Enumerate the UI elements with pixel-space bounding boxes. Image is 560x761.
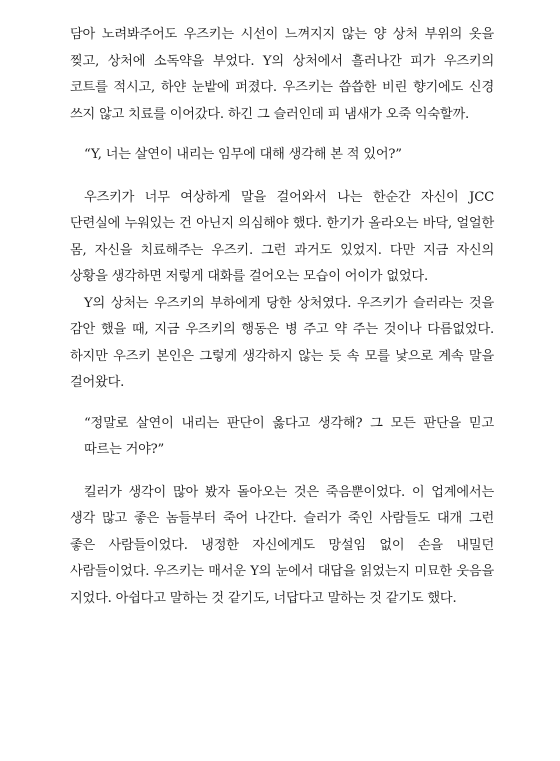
narrative-paragraph: 킬러가 생각이 많아 봤자 돌아오는 것은 죽음뿐이었다. 이 업계에서는 생각 많고 좋은 놈들부터 죽어 나간다. 슬러가 죽인 사람들도 대개 그런 좋은 사람들이었다. 냉정한 자신에게도 망설임 없이 손을 내밀던 사람들이었다. 우즈키는 매서운 Y의 눈에서 대답을 읽었는지 미묘한 웃음을 지었다. 아쉽다고 말하는 것 같기도, 너답다고 말하는 것 같기도 했다. — [70, 484, 494, 606]
narrative-paragraph: 우즈키가 너무 여상하게 말을 걸어와서 나는 한순간 자신이 JCC 단련실에 누워있는 건 아닌지 의심해야 했다. 한기가 올라오는 바닥, 얼얼한 몸, 자신을 치료해주는 우즈키. 그런 과거도 있었지. 다만 지금 자신의 상황을 생각하면 저렇게 대화를 걸어오는 모습이 어이가 없었다. — [70, 189, 494, 284]
dialogue-line: “정말로 살연이 내리는 판단이 옳다고 생각해? 그 모든 판단을 믿고 따르는 거야?” — [84, 415, 494, 457]
narrative-paragraph: 담아 노려봐주어도 우즈키는 시선이 느껴지지 않는 양 상처 부위의 옷을 찢고, 상처에 소독약을 부었다. Y의 상처에서 흘러나간 피가 우즈키의 코트를 적시고, 하얀 눈밭에 퍼졌다. 우즈키는 씁씁한 비린 향기에도 신경 쓰지 않고 치료를 이어갔다. 하긴 그 슬러인데 피 냄새가 오죽 익숙할까. — [70, 27, 494, 122]
document-body — [70, 22, 494, 612]
narrative-paragraph: Y의 상처는 우즈키의 부하에게 당한 상처였다. 우즈키가 슬러라는 것을 감안 했을 때, 지금 우즈키의 행동은 병 주고 약 주는 것이나 다름없었다. 하지만 우즈키 본인은 그렇게 생각하지 않는 듯 속 모를 낯으로 계속 말을 걸어왔다. — [70, 295, 494, 390]
dialogue-line: “Y, 너는 살연이 내리는 임무에 대해 생각해 본 적 있어?” — [84, 147, 402, 162]
